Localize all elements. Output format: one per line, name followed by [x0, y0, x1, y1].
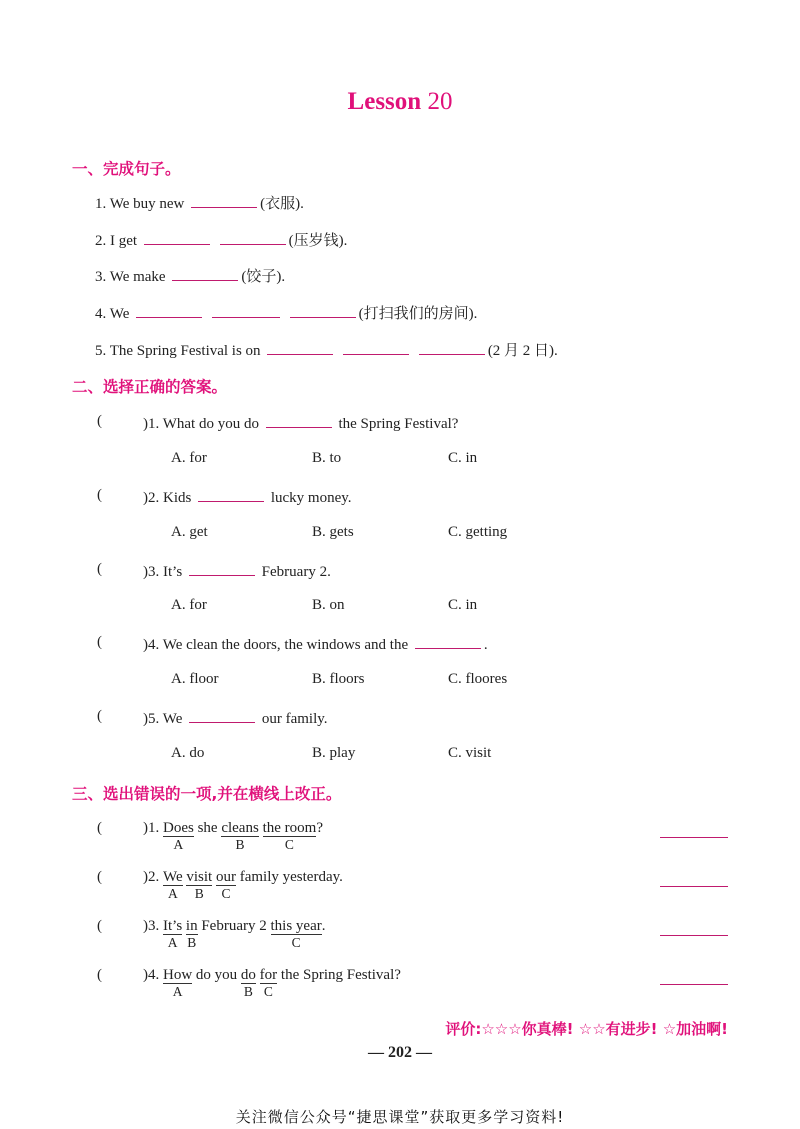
title-word: Lesson [347, 88, 422, 115]
fill-blank [189, 708, 255, 723]
underlined-option-a[interactable]: Does A [163, 820, 194, 852]
s2-item-5: )5. We our family. [143, 708, 328, 728]
s1-item-5: 5. The Spring Festival is on (2 月 2 日). [95, 339, 558, 360]
fill-blank[interactable] [419, 340, 485, 355]
answer-paren[interactable]: ( [97, 967, 102, 983]
option-b[interactable]: B. gets [312, 524, 354, 540]
fill-blank[interactable] [267, 340, 333, 355]
option-c[interactable]: C. visit [448, 745, 492, 761]
s3-item-2: )2. We A visit B our C family yesterday. [143, 869, 343, 901]
answer-paren[interactable]: ( [97, 869, 102, 885]
underlined-option-b[interactable]: in B [185, 918, 198, 950]
answer-paren[interactable]: ( [97, 634, 102, 650]
underlined-option-a[interactable]: We A [163, 869, 183, 901]
answer-paren[interactable]: ( [97, 561, 102, 577]
fill-blank[interactable] [172, 266, 238, 281]
footer-note: 关注微信公众号“捷思课堂”获取更多学习资料! [235, 1108, 565, 1126]
rating-line: 评价:☆☆☆你真棒! ☆☆有进步! ☆加油啊! [445, 1020, 728, 1038]
fill-blank[interactable] [343, 340, 409, 355]
answer-paren[interactable]: ( [97, 413, 102, 429]
option-c[interactable]: C. in [448, 597, 478, 613]
s3-item-3: )3. It’s A in B February 2 this year C . [143, 918, 326, 950]
fill-blank[interactable] [136, 303, 202, 318]
section-1-heading: 一、完成句子。 [72, 160, 181, 178]
option-a[interactable]: A. floor [171, 671, 219, 687]
section-2-heading: 二、选择正确的答案。 [72, 378, 228, 396]
answer-paren[interactable]: ( [97, 487, 102, 503]
s1-item-3: 3. We make (饺子). [95, 265, 285, 286]
s2-item-2: )2. Kids lucky money. [143, 487, 352, 507]
underlined-option-b[interactable]: cleans B [221, 820, 259, 852]
fill-blank[interactable] [290, 303, 356, 318]
s1-item-4: 4. We (打扫我们的房间). [95, 302, 477, 323]
s2-item-3: )3. It’s February 2. [143, 561, 331, 581]
correction-line[interactable] [660, 836, 728, 838]
correction-line[interactable] [660, 983, 728, 985]
fill-blank[interactable] [144, 230, 210, 245]
underlined-option-b[interactable]: visit B [186, 869, 213, 901]
title-number: 20 [427, 88, 453, 115]
s1-item-2: 2. I get (压岁钱). [95, 229, 347, 250]
option-a[interactable]: A. for [171, 597, 207, 613]
correction-line[interactable] [660, 885, 728, 887]
answer-paren[interactable]: ( [97, 918, 102, 934]
option-b[interactable]: B. on [312, 597, 345, 613]
s3-item-1: )1. Does A she cleans B the room C ? [143, 820, 323, 852]
option-c[interactable]: C. floores [448, 671, 508, 687]
fill-blank [415, 634, 481, 649]
correction-line[interactable] [660, 934, 728, 936]
s1-item-1: 1. We buy new (衣服). [95, 192, 304, 213]
s3-item-4: )4. How A do you do B for C the Spring Festival? [143, 967, 401, 999]
underlined-option-a[interactable]: How A [163, 967, 193, 999]
fill-blank[interactable] [191, 193, 257, 208]
answer-paren[interactable]: ( [97, 708, 102, 724]
page-title [0, 88, 800, 116]
fill-blank [198, 487, 264, 502]
option-c[interactable]: C. in [448, 450, 478, 466]
option-b[interactable]: B. play [312, 745, 356, 761]
fill-blank [266, 413, 332, 428]
fill-blank[interactable] [220, 230, 286, 245]
option-a[interactable]: A. get [171, 524, 208, 540]
option-c[interactable]: C. getting [448, 524, 508, 540]
fill-blank[interactable] [212, 303, 280, 318]
option-a[interactable]: A. for [171, 450, 207, 466]
underlined-option-c[interactable]: this year C [270, 918, 322, 950]
underlined-option-c[interactable]: the room C [262, 820, 317, 852]
underlined-option-c[interactable]: our C [215, 869, 236, 901]
option-b[interactable]: B. to [312, 450, 342, 466]
underlined-option-a[interactable]: It’s A [163, 918, 183, 950]
answer-paren[interactable]: ( [97, 820, 102, 836]
section-3-heading: 三、选出错误的一项,并在横线上改正。 [72, 785, 342, 803]
underlined-option-c[interactable]: for C [259, 967, 278, 999]
fill-blank [189, 561, 255, 576]
page-number: — 202 — [368, 1044, 432, 1061]
s2-item-4: )4. We clean the doors, the windows and the . [143, 634, 488, 654]
option-b[interactable]: B. floors [312, 671, 365, 687]
option-a[interactable]: A. do [171, 745, 205, 761]
s2-item-1: )1. What do you do the Spring Festival? [143, 413, 458, 433]
underlined-option-b[interactable]: do B [240, 967, 256, 999]
